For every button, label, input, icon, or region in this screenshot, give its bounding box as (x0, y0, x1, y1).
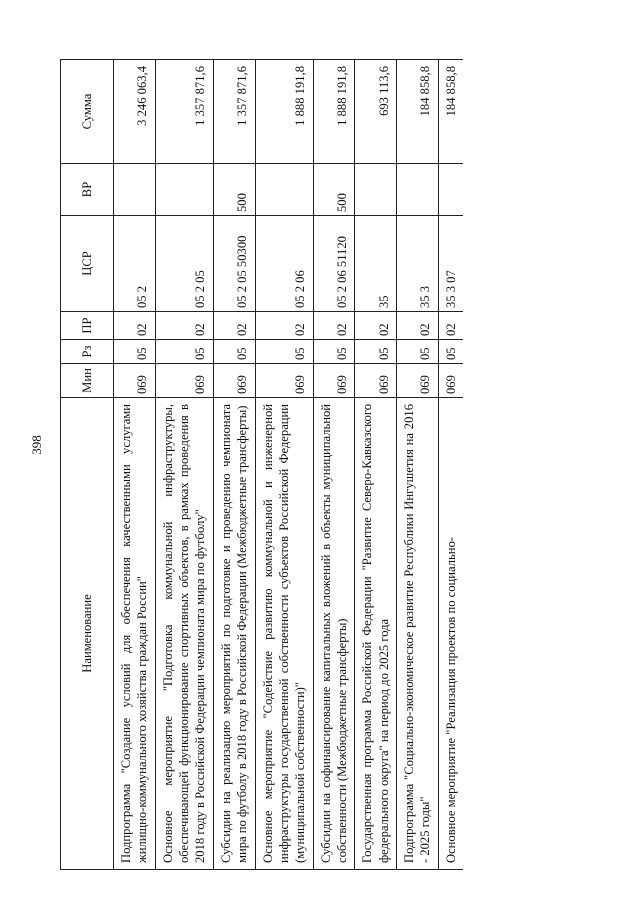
row-pr: 02 (213, 312, 255, 340)
row-rz: 05 (313, 340, 355, 364)
row-name: Подпрограмма "Социально-экономическое развитие Республики Ингушетия на 2016 - 2025 годы" (397, 398, 439, 870)
row-min: 069 (397, 364, 439, 398)
row-rz: 05 (397, 340, 439, 364)
row-sum: 1 888 191,8 (255, 60, 313, 164)
row-min: 069 (114, 364, 156, 398)
table-row (114, 60, 156, 870)
row-csr: 35 3 07 (438, 216, 463, 312)
table-row (255, 60, 313, 870)
table-row (397, 60, 439, 870)
row-sum: 693 113,6 (355, 60, 397, 164)
header-min: Мин (61, 364, 114, 398)
row-name: Подпрограмма "Создание условий для обеспечения качественными услугами жилищно-коммунального хозяйства граждан России" (114, 398, 156, 870)
row-vr (397, 164, 439, 216)
row-pr: 02 (438, 312, 463, 340)
page-number: 398 (29, 435, 44, 455)
row-csr: 35 (355, 216, 397, 312)
table-row (155, 60, 213, 870)
row-min: 069 (438, 364, 463, 398)
row-vr (255, 164, 313, 216)
row-sum: 3 246 063,4 (114, 60, 156, 164)
row-name: Субсидии на реализацию мероприятий по подготовке и проведению чемпионата мира по футболу в 2018 году в Российской Федерации (Межбюджетные трансферты) (213, 398, 255, 870)
header-vr: ВР (61, 164, 114, 216)
row-rz: 05 (438, 340, 463, 364)
row-min: 069 (355, 364, 397, 398)
row-name: Государственная программа Российской Федерации "Развитие Северо-Кавказского федерального округа" на период до 2025 года (355, 398, 397, 870)
row-pr: 02 (355, 312, 397, 340)
row-rz: 05 (114, 340, 156, 364)
row-sum: 1 888 191,8 (313, 60, 355, 164)
row-rz: 05 (255, 340, 313, 364)
row-min: 069 (313, 364, 355, 398)
header-rz: Рз (61, 340, 114, 364)
row-vr (155, 164, 213, 216)
row-vr: 500 (313, 164, 355, 216)
row-name: Основное мероприятие "Содействие развитию коммунальной и инженерной инфраструктуры государственной собственности субъектов Российской Федерации (муниципальной собственности)" (255, 398, 313, 870)
row-vr: 500 (213, 164, 255, 216)
header-csr: ЦСР (61, 216, 114, 312)
row-name: Основное мероприятие "Подготовка коммунальной инфраструктуры, обеспечивающей функционирование спортивных объектов, в рамках проведения в 2018 году в Российской Федерации чемпионата мира по футболу" (155, 398, 213, 870)
table-row (213, 60, 255, 870)
row-name: Основное мероприятие "Реализация проектов по социально- (438, 398, 463, 870)
row-csr: 35 3 (397, 216, 439, 312)
row-csr: 05 2 05 50300 (213, 216, 255, 312)
rotated-page (60, 60, 593, 870)
table-row (313, 60, 355, 870)
row-csr: 05 2 06 (255, 216, 313, 312)
table-row (355, 60, 397, 870)
row-csr: 05 2 06 51120 (313, 216, 355, 312)
budget-table (60, 59, 463, 870)
row-sum: 184 858,8 (438, 60, 463, 164)
table-row (438, 60, 463, 870)
row-csr: 05 2 (114, 216, 156, 312)
header-name: Наименование (61, 398, 114, 870)
row-vr (355, 164, 397, 216)
row-pr: 02 (313, 312, 355, 340)
row-csr: 05 2 05 (155, 216, 213, 312)
row-min: 069 (213, 364, 255, 398)
header-pr: ПР (61, 312, 114, 340)
row-name: Субсидии на софинансирование капитальных вложений в объекты муниципальной собственности (Межбюджетные трансферты) (313, 398, 355, 870)
row-rz: 05 (355, 340, 397, 364)
row-sum: 184 858,8 (397, 60, 439, 164)
row-min: 069 (155, 364, 213, 398)
table-header-row (61, 60, 114, 870)
row-rz: 05 (155, 340, 213, 364)
row-pr: 02 (255, 312, 313, 340)
row-vr (438, 164, 463, 216)
row-pr: 02 (114, 312, 156, 340)
row-pr: 02 (155, 312, 213, 340)
row-pr: 02 (397, 312, 439, 340)
header-sum: Сумма (61, 60, 114, 164)
row-rz: 05 (213, 340, 255, 364)
row-min: 069 (255, 364, 313, 398)
row-vr (114, 164, 156, 216)
row-sum: 1 357 871,6 (155, 60, 213, 164)
row-sum: 1 357 871,6 (213, 60, 255, 164)
